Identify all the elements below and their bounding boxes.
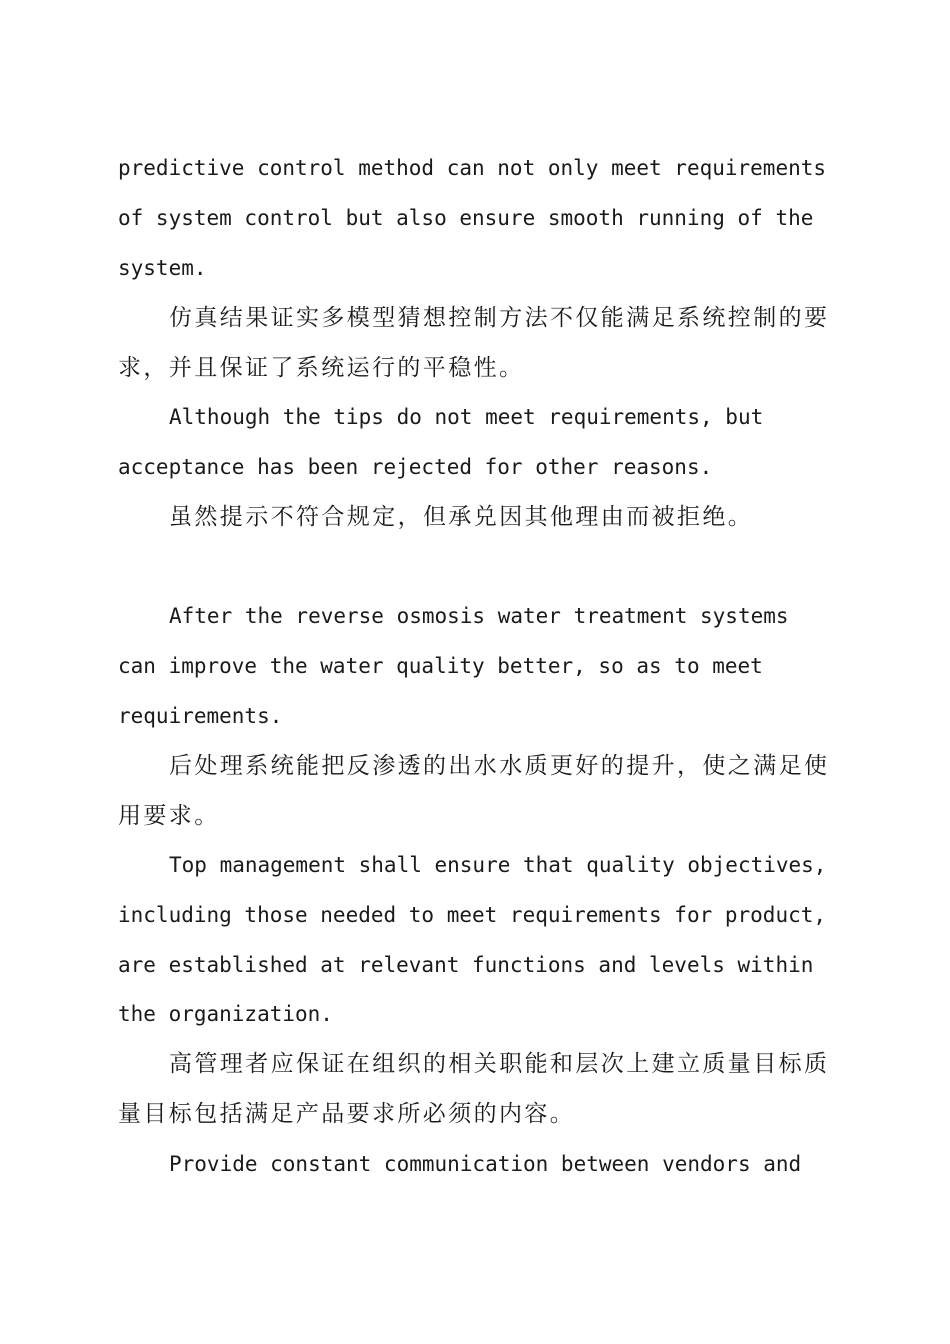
paragraph-english: Although the tips do not meet requirements, but acceptance has been rejected for other reasons. <box>118 405 764 479</box>
paragraph-english: predictive control method can not only meet requirements of system control but also ensure smooth running of the system. <box>118 156 827 280</box>
paragraph-chinese: 后处理系统能把反渗透的出水水质更好的提升，使之满足使用要求。 <box>118 753 830 829</box>
paragraph-english: After the reverse osmosis water treatment systems can improve the water quality better, so as to meet requirements. <box>118 604 789 728</box>
paragraph-english: Top management shall ensure that quality objectives, including those needed to meet requirements for product, are established at relevant functions and levels within the organization. <box>118 853 827 1027</box>
paragraph-chinese: 虽然提示不符合规定，但承兑因其他理由而被拒绝。 <box>169 504 754 530</box>
paragraph-chinese: 仿真结果证实多模型猜想控制方法不仅能满足系统控制的要求，并且保证了系统运行的平稳性。 <box>118 305 830 381</box>
paragraph-english: Provide constant communication between vendors and <box>169 1152 802 1176</box>
paragraph-chinese: 高管理者应保证在组织的相关职能和层次上建立质量目标质量目标包括满足产品要求所必须的内容。 <box>118 1051 830 1127</box>
